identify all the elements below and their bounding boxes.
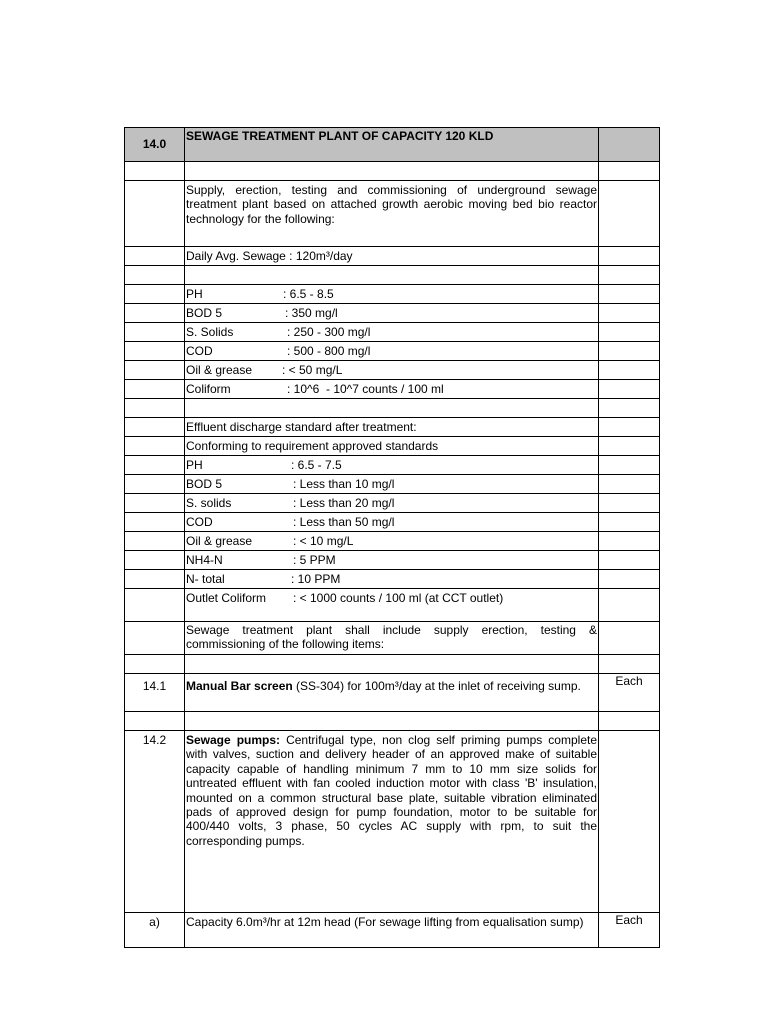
param-name: PH	[186, 458, 203, 472]
include-note-row	[125, 622, 660, 655]
param-value: : Less than 20 mg/l	[293, 496, 395, 510]
intro-text: Supply, erection, testing and commissioning of underground sewage treatment plant based on attached growth aerobic moving bed bio reactor technology for the following:	[185, 181, 599, 247]
blank-row	[125, 266, 660, 285]
param-name: Oil & grease	[186, 363, 253, 377]
param-value: : < 10 mg/L	[293, 534, 354, 548]
param-value: : 10^6 - 10^7 counts / 100 ml	[287, 382, 444, 396]
influent-row	[125, 323, 660, 342]
influent-row	[125, 380, 660, 399]
blank-row	[125, 399, 660, 418]
effluent-row	[125, 475, 660, 494]
effluent-heading-row	[125, 418, 660, 437]
daily-avg-text: Daily Avg. Sewage : 120m³/day	[185, 247, 599, 266]
param-name: S. Solids	[186, 325, 234, 339]
param-name: PH	[186, 287, 203, 301]
item-unit: Each	[599, 913, 660, 948]
item-number: 14.2	[125, 731, 185, 913]
influent-row	[125, 361, 660, 380]
param-name: S. solids	[186, 496, 232, 510]
item-number: 14.1	[125, 674, 185, 712]
param-value: : 5 PPM	[293, 553, 336, 567]
effluent-row	[125, 532, 660, 551]
param-name: COD	[186, 515, 213, 529]
item-bold-text: Manual Bar screen	[186, 679, 293, 693]
param-name: Coliform	[186, 382, 231, 396]
effluent-conformance: Conforming to requirement approved standards	[185, 437, 599, 456]
boq-table	[124, 127, 660, 948]
section-unit-cell	[599, 128, 660, 162]
param-name: Oil & grease	[186, 534, 253, 548]
item-description: Capacity 6.0m³/hr at 12m head (For sewage lifting from equalisation sump)	[185, 913, 599, 948]
effluent-row	[125, 494, 660, 513]
effluent-row	[125, 513, 660, 532]
item-unit-cell	[599, 731, 660, 913]
effluent-row	[125, 456, 660, 475]
blank-row	[125, 712, 660, 731]
item-bold-text: Sewage pumps:	[186, 733, 281, 747]
item-description	[185, 674, 599, 712]
param-name: Outlet Coliform	[186, 591, 267, 605]
item-text: (SS-304) for 100m³/day at the inlet of receiving sump.	[292, 679, 581, 693]
param-value: : 6.5 - 8.5	[283, 287, 334, 301]
section-title: SEWAGE TREATMENT PLANT OF CAPACITY 120 KLD	[185, 128, 599, 162]
influent-row	[125, 285, 660, 304]
item-text: Centrifugal type, non clog self priming pumps complete with valves, suction and delivery header of an approved make of suitable capacity capable of handling minimum 7 mm to 10 mm size solids for untreated effluent with fan cooled induction motor with class 'B' insulation, mounted on a common structural base plate, suitable vibration eliminated pads of approved design for pump foundation, motor to be suitable for 400/440 volts, 3 phase, 50 cycles AC supply with rpm, to suit the corresponding pumps.	[186, 733, 598, 848]
include-note: Sewage treatment plant shall include supply erection, testing & commissioning of the following items:	[185, 622, 599, 655]
effluent-heading: Effluent discharge standard after treatment:	[185, 418, 599, 437]
intro-row	[125, 181, 660, 247]
item-row	[125, 674, 660, 712]
param-value: : 6.5 - 7.5	[291, 458, 342, 472]
param-value: : Less than 10 mg/l	[293, 477, 395, 491]
param-value: : < 1000 counts / 100 ml (at CCT outlet)	[293, 591, 504, 605]
influent-row	[125, 304, 660, 323]
param-name: NH4-N	[186, 553, 223, 567]
param-value: : 500 - 800 mg/l	[287, 344, 371, 358]
influent-row	[125, 342, 660, 361]
param-value: : < 50 mg/L	[282, 363, 343, 377]
item-row	[125, 913, 660, 948]
item-unit: Each	[599, 674, 660, 712]
param-value: : Less than 50 mg/l	[293, 515, 395, 529]
effluent-conformance-row	[125, 437, 660, 456]
effluent-row	[125, 551, 660, 570]
param-name: BOD 5	[186, 306, 223, 320]
blank-row	[125, 162, 660, 181]
item-description	[185, 731, 599, 913]
item-row	[125, 731, 660, 913]
item-number: a)	[125, 913, 185, 948]
param-name: COD	[186, 344, 213, 358]
section-number: 14.0	[125, 128, 185, 162]
param-value: : 250 - 300 mg/l	[287, 325, 371, 339]
effluent-row	[125, 589, 660, 622]
param-value: : 10 PPM	[291, 572, 341, 586]
daily-avg-row	[125, 247, 660, 266]
blank-row	[125, 655, 660, 674]
effluent-row	[125, 570, 660, 589]
param-name: BOD 5	[186, 477, 223, 491]
param-value: : 350 mg/l	[285, 306, 338, 320]
section-header-row	[125, 128, 660, 162]
param-name: N- total	[186, 572, 225, 586]
